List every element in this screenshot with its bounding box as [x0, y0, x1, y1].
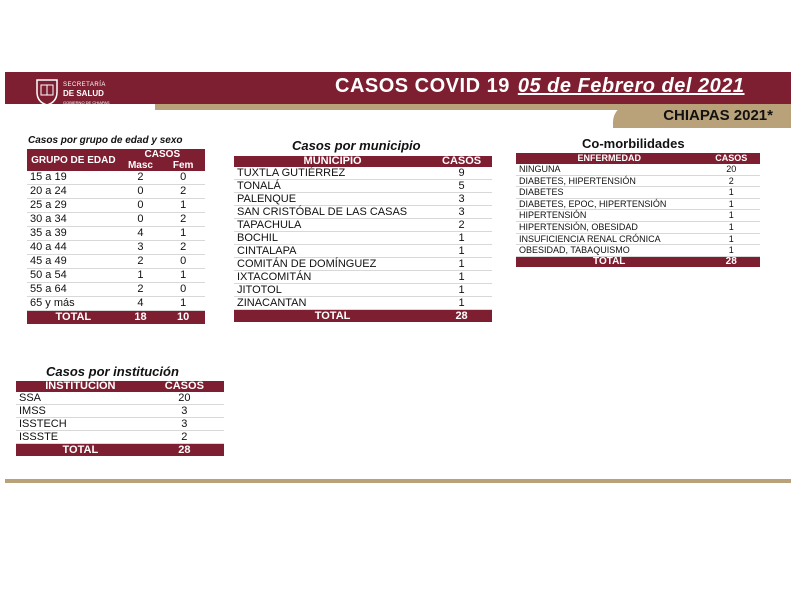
inst-cell-name: ISSTECH [16, 418, 145, 431]
com-cell-cases: 1 [702, 245, 760, 257]
mun-cell-cases: 3 [431, 206, 492, 219]
inst-col-cases: CASOS [145, 381, 224, 392]
mun-cell-cases: 1 [431, 232, 492, 245]
age-row [27, 255, 205, 269]
com-row [516, 198, 760, 210]
mun-row [234, 206, 492, 219]
inst-col-name: INSTITUCIÓN [16, 381, 145, 392]
mun-row [234, 297, 492, 310]
age-table-title: Casos por grupo de edad y sexo [28, 135, 183, 146]
mun-cell-name: TAPACHULA [234, 219, 431, 232]
com-row [516, 233, 760, 245]
mun-cell-cases: 1 [431, 258, 492, 271]
age-cell-group: 30 a 34 [27, 213, 120, 227]
age-col-masc: Masc [120, 160, 162, 171]
mun-row [234, 258, 492, 271]
mun-cell-name: TONALÁ [234, 180, 431, 193]
inst-row [16, 392, 224, 405]
com-col-name: ENFERMEDAD [516, 153, 702, 164]
inst-total-value: 28 [145, 444, 224, 457]
age-cell-masc: 2 [120, 255, 162, 269]
mun-cell-cases: 9 [431, 167, 492, 180]
mun-cell-cases: 1 [431, 245, 492, 258]
age-table [27, 149, 205, 324]
com-total-row [516, 256, 760, 267]
inst-row [16, 418, 224, 431]
age-col-group: GRUPO DE EDAD [27, 149, 120, 171]
logo [35, 78, 155, 108]
inst-row [16, 405, 224, 418]
age-cell-fem: 2 [161, 241, 205, 255]
age-cell-masc: 2 [120, 171, 162, 185]
mun-cell-name: TUXTLA GUTIÉRREZ [234, 167, 431, 180]
age-cell-group: 50 a 54 [27, 269, 120, 283]
age-cell-fem: 0 [161, 255, 205, 269]
age-col-cases: CASOS [120, 149, 205, 160]
com-row [516, 245, 760, 257]
age-cell-group: 35 a 39 [27, 227, 120, 241]
age-row [27, 199, 205, 213]
inst-row [16, 431, 224, 444]
com-row [516, 210, 760, 222]
age-total-label: TOTAL [27, 311, 120, 325]
age-cell-masc: 1 [120, 269, 162, 283]
mun-cell-cases: 2 [431, 219, 492, 232]
age-cell-group: 55 a 64 [27, 283, 120, 297]
com-total-value: 28 [702, 256, 760, 267]
mun-cell-cases: 1 [431, 271, 492, 284]
title-date: 05 de Febrero del 2021 [517, 75, 745, 97]
mun-col-name: MUNICIPIO [234, 156, 431, 167]
municipio-table-title: Casos por municipio [292, 138, 421, 153]
age-row [27, 297, 205, 311]
inst-cell-cases: 3 [145, 418, 224, 431]
mun-cell-name: BOCHIL [234, 232, 431, 245]
age-row [27, 185, 205, 199]
com-row [516, 187, 760, 199]
age-cell-fem: 0 [161, 283, 205, 297]
age-total-masc: 18 [120, 311, 162, 325]
age-cell-group: 20 a 24 [27, 185, 120, 199]
age-cell-fem: 1 [161, 199, 205, 213]
age-cell-fem: 1 [161, 297, 205, 311]
com-cell-cases: 1 [702, 198, 760, 210]
state-label: CHIAPAS 2021* [663, 107, 773, 124]
mun-row [234, 193, 492, 206]
mun-col-cases: CASOS [431, 156, 492, 167]
age-cell-group: 40 a 44 [27, 241, 120, 255]
page-title [335, 75, 745, 98]
mun-cell-name: JITOTOL [234, 284, 431, 297]
mun-row [234, 271, 492, 284]
age-total-fem: 10 [161, 311, 205, 325]
age-cell-masc: 4 [120, 227, 162, 241]
age-cell-masc: 0 [120, 185, 162, 199]
age-cell-group: 15 a 19 [27, 171, 120, 185]
com-row [516, 221, 760, 233]
mun-cell-cases: 5 [431, 180, 492, 193]
com-col-cases: CASOS [702, 153, 760, 164]
age-cell-masc: 0 [120, 199, 162, 213]
age-row [27, 171, 205, 185]
com-cell-cases: 20 [702, 164, 760, 175]
mun-total-value: 28 [431, 310, 492, 323]
logo-line2: DE SALUD [63, 89, 104, 98]
mun-row [234, 284, 492, 297]
inst-total-label: TOTAL [16, 444, 145, 457]
mun-total-label: TOTAL [234, 310, 431, 323]
com-total-label: TOTAL [516, 256, 702, 267]
mun-cell-name: SAN CRISTÓBAL DE LAS CASAS [234, 206, 431, 219]
institution-table [16, 381, 224, 456]
com-cell-cases: 1 [702, 221, 760, 233]
com-row [516, 164, 760, 175]
mun-cell-cases: 1 [431, 284, 492, 297]
com-cell-cases: 1 [702, 187, 760, 199]
mun-cell-name: IXTACOMITÁN [234, 271, 431, 284]
age-cell-group: 45 a 49 [27, 255, 120, 269]
shield-icon [35, 78, 59, 106]
age-row [27, 283, 205, 297]
age-total-row [27, 311, 205, 325]
inst-cell-name: ISSSTE [16, 431, 145, 444]
age-cell-masc: 4 [120, 297, 162, 311]
municipio-table [234, 156, 492, 322]
com-cell-cases: 1 [702, 233, 760, 245]
mun-row [234, 167, 492, 180]
com-cell-cases: 2 [702, 175, 760, 187]
age-cell-masc: 3 [120, 241, 162, 255]
mun-row [234, 180, 492, 193]
mun-row [234, 232, 492, 245]
age-row [27, 227, 205, 241]
inst-cell-cases: 3 [145, 405, 224, 418]
com-row [516, 175, 760, 187]
age-row [27, 241, 205, 255]
age-row [27, 213, 205, 227]
com-cell-name: HIPERTENSIÓN, OBESIDAD [516, 221, 702, 233]
age-col-fem: Fem [161, 160, 205, 171]
mun-cell-cases: 1 [431, 297, 492, 310]
mun-total-row [234, 310, 492, 323]
inst-cell-name: SSA [16, 392, 145, 405]
age-cell-group: 25 a 29 [27, 199, 120, 213]
com-cell-name: HIPERTENSIÓN [516, 210, 702, 222]
com-cell-name: NINGUNA [516, 164, 702, 175]
com-cell-name: INSUFICIENCIA RENAL CRÓNICA [516, 233, 702, 245]
mun-cell-cases: 3 [431, 193, 492, 206]
state-badge [613, 104, 791, 128]
age-cell-fem: 0 [161, 171, 205, 185]
mun-row [234, 245, 492, 258]
inst-cell-name: IMSS [16, 405, 145, 418]
logo-line3: GOBIERNO DE CHIAPAS [63, 100, 110, 105]
age-cell-fem: 2 [161, 185, 205, 199]
age-row [27, 269, 205, 283]
age-cell-fem: 1 [161, 227, 205, 241]
age-cell-masc: 2 [120, 283, 162, 297]
mun-cell-name: CINTALAPA [234, 245, 431, 258]
age-cell-fem: 2 [161, 213, 205, 227]
mun-cell-name: ZINACANTAN [234, 297, 431, 310]
bottom-rule [5, 479, 791, 483]
mun-cell-name: PALENQUE [234, 193, 431, 206]
comorb-table-title: Co-morbilidades [582, 136, 685, 151]
com-cell-name: DIABETES [516, 187, 702, 199]
com-cell-name: DIABETES, HIPERTENSIÓN [516, 175, 702, 187]
comorb-table [516, 153, 760, 267]
com-cell-cases: 1 [702, 210, 760, 222]
inst-cell-cases: 20 [145, 392, 224, 405]
report-header [5, 72, 791, 128]
logo-line1: SECRETARÍA [63, 82, 106, 88]
age-cell-group: 65 y más [27, 297, 120, 311]
age-cell-fem: 1 [161, 269, 205, 283]
mun-cell-name: COMITÁN DE DOMÍNGUEZ [234, 258, 431, 271]
inst-cell-cases: 2 [145, 431, 224, 444]
institution-table-title: Casos por institución [46, 364, 179, 379]
title-text: CASOS COVID 19 [335, 75, 510, 97]
inst-total-row [16, 444, 224, 457]
com-cell-name: DIABETES, EPOC, HIPERTENSIÓN [516, 198, 702, 210]
mun-row [234, 219, 492, 232]
age-cell-masc: 0 [120, 213, 162, 227]
com-cell-name: OBESIDAD, TABAQUISMO [516, 245, 702, 257]
